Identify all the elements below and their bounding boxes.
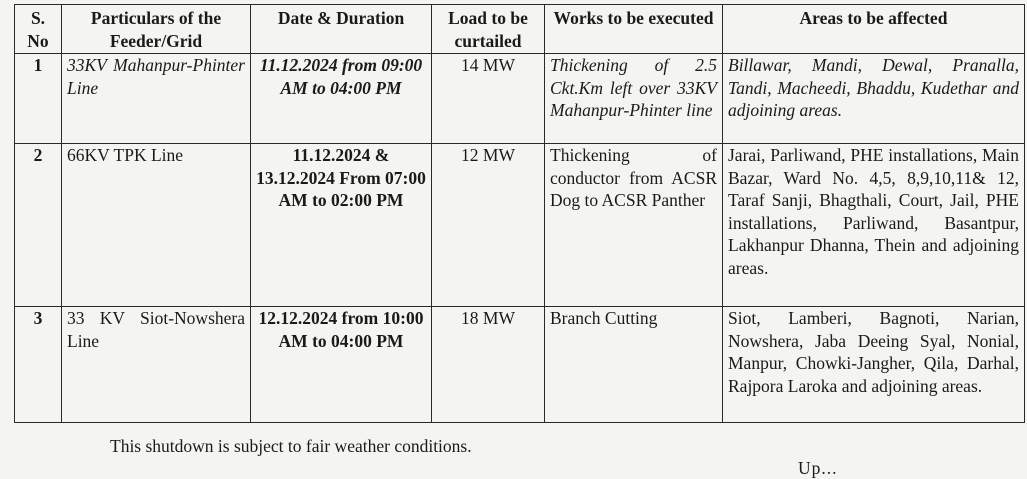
header-date-duration: Date & Duration [251,5,432,54]
cut-off-text: Up... [798,458,838,478]
row-feeder: 33KV Mahanpur-Phinter Line [62,54,251,144]
table-header-row [15,5,1025,54]
row-sno: 1 [15,54,62,144]
row-date-duration: 12.12.2024 from 10:00 AM to 04:00 PM [251,307,432,423]
header-load: Load to be curtailed [432,5,545,54]
row-areas: Jarai, Parliwand, PHE installations, Main Bazar, Ward No. 4,5, 8,9,10,11& 12, Taraf Sanji, Bhagthali, Court, Jail, PHE installations, Parliwand, Basantpur, Lakhanpur Dhanna, Thein and adjoining areas. [723,144,1025,307]
shutdown-schedule-table [14,4,1025,423]
table-row [15,144,1025,307]
row-load: 12 MW [432,144,545,307]
row-feeder: 66KV TPK Line [62,144,251,307]
header-feeder: Particulars of the Feeder/Grid [62,5,251,54]
table-row [15,54,1025,144]
row-works: Thickening of 2.5 Ckt.Km left over 33KV Mahanpur-Phinter line [545,54,723,144]
row-date-duration: 11.12.2024 from 09:00 AM to 04:00 PM [251,54,432,144]
row-load: 14 MW [432,54,545,144]
row-areas: Siot, Lamberi, Bagnoti, Narian, Nowshera, Jaba Deeing Syal, Nonial, Manpur, Chowki-Jangher, Qila, Darhal, Rajpora Laroka and adjoining areas. [723,307,1025,423]
row-date-duration: 11.12.2024 & 13.12.2024 From 07:00 AM to 02:00 PM [251,144,432,307]
row-load: 18 MW [432,307,545,423]
weather-footnote: This shutdown is subject to fair weather conditions. [110,436,472,456]
row-works: Branch Cutting [545,307,723,423]
header-areas: Areas to be affected [723,5,1025,54]
row-works: Thickening of conductor from ACSR Dog to ACSR Panther [545,144,723,307]
row-feeder: 33 KV Siot-Nowshera Line [62,307,251,423]
row-sno: 3 [15,307,62,423]
table-row [15,307,1025,423]
row-sno: 2 [15,144,62,307]
header-works: Works to be executed [545,5,723,54]
row-areas: Billawar, Mandi, Dewal, Pranalla, Tandi, Macheedi, Bhaddu, Kudethar and adjoining areas. [723,54,1025,144]
header-sno: S. No [15,5,62,54]
